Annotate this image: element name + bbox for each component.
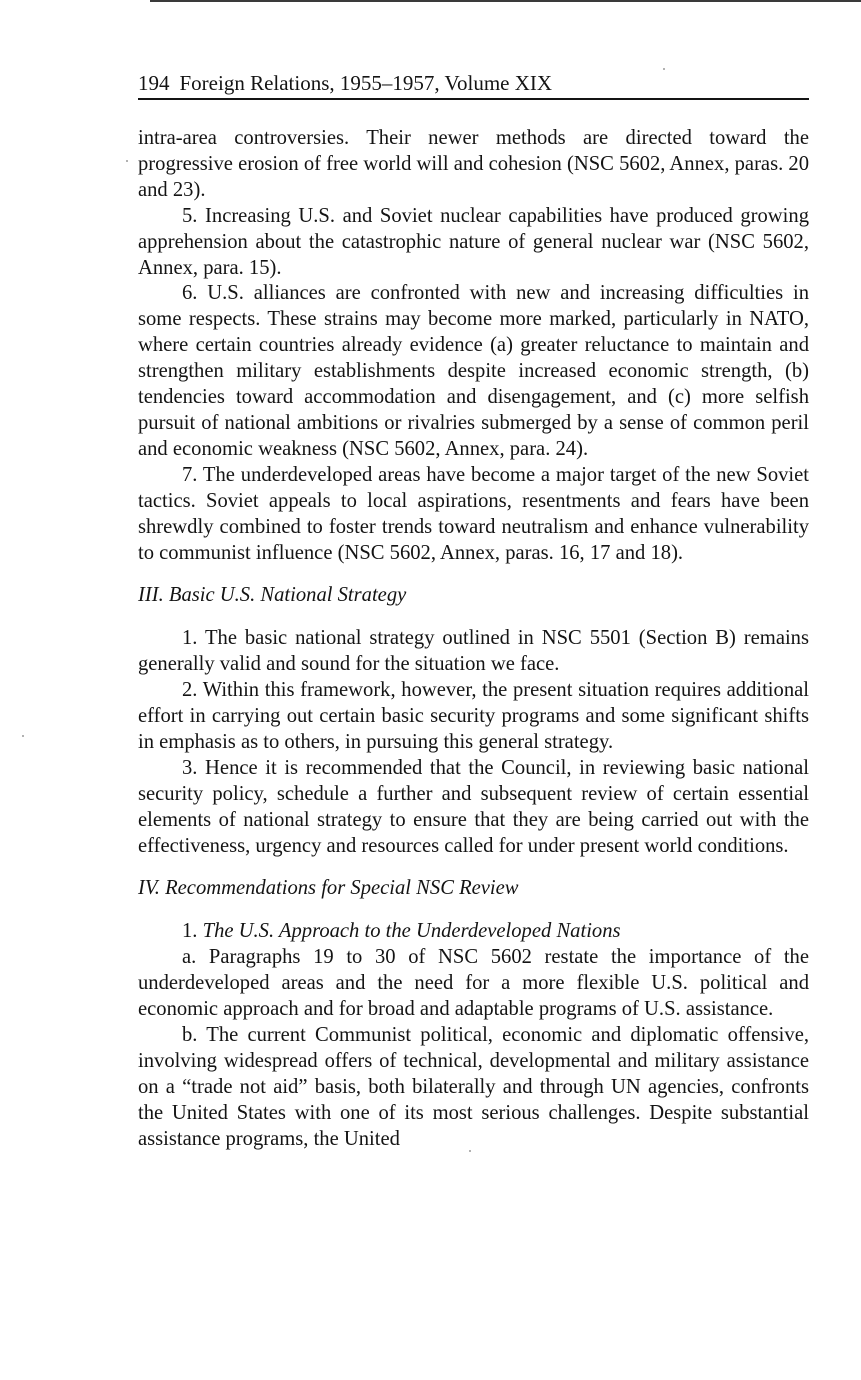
scan-speck bbox=[663, 68, 665, 70]
subsection-title: The U.S. Approach to the Underdeveloped Nations bbox=[202, 920, 621, 943]
body-text bbox=[138, 126, 809, 1153]
paragraph-7: 7. The underdeveloped areas have become a major target of the new Soviet tactics. Soviet appeals to local aspirations, resentments and fears have been shrewdly combined to foster trends toward neutralism and enhance vulnerability to communist influence (NSC 5602, Annex, paras. 16, 17 and 18). bbox=[138, 463, 809, 564]
subsection-heading-1 bbox=[138, 919, 809, 945]
paragraph-5: 5. Increasing U.S. and Soviet nuclear capabilities have produced growing apprehension about the catastrophic nature of general nuclear war (NSC 5602, Annex, para. 15). bbox=[138, 204, 809, 279]
section-iii-paragraph-3: 3. Hence it is recommended that the Council, in reviewing basic national security policy, schedule a further and subsequent review of certain essential elements of national strategy to ensure that they are being carried out with the effectiveness, urgency and resources called for under present world conditions. bbox=[138, 756, 809, 857]
section-iii-paragraph-2: 2. Within this framework, however, the present situation requires additional effort in carrying out certain basic security programs and some significant shifts in emphasis as to others, in pursuing this general strategy. bbox=[138, 679, 809, 753]
running-head bbox=[138, 70, 809, 96]
section-iv-paragraph-a: a. Paragraphs 19 to 30 of NSC 5602 restate the importance of the underdeveloped areas and the need for a more flexible U.S. political and economic approach and for broad and adaptable programs of U.S. assistance. bbox=[138, 946, 809, 1021]
paragraph-6: 6. U.S. alliances are confronted with new and increasing difficulties in some respects. These strains may become more marked, particularly in NATO, where certain countries already evidence (a) greater reluctance to maintain and strengthen military establishments despite increased economic strength, (b) tendencies toward accommodation and disengagement, and (c) more selfish pursuit of national ambitions or rivalries submerged by a sense of common peril and economic weakness (NSC 5602, Annex, para. 24). bbox=[138, 282, 809, 460]
section-heading-iv: IV. Recommendations for Special NSC Review bbox=[138, 877, 519, 900]
running-head-title: Foreign Relations, 1955–1957, Volume XIX bbox=[179, 71, 553, 95]
section-iii-paragraph-1: 1. The basic national strategy outlined in NSC 5501 (Section B) remains generally valid and sound for the situation we face. bbox=[138, 627, 809, 676]
page-top-edge bbox=[150, 0, 861, 2]
scan-speck bbox=[126, 160, 128, 162]
section-iv-paragraph-b: b. The current Communist political, economic and diplomatic offensive, involving widespread offers of technical, developmental and military assistance on a “trade not aid” basis, both bilaterally and through UN agencies, confronts the United States with one of its most serious challenges. Despite substantial assistance programs, the United bbox=[138, 1024, 809, 1150]
paragraph-continuation: intra-area controversies. Their newer methods are directed toward the progressive erosion of free world will and cohesion (NSC 5602, Annex, paras. 20 and 23). bbox=[138, 127, 809, 201]
scan-speck bbox=[22, 735, 24, 737]
scan-speck bbox=[469, 1150, 471, 1152]
subsection-number: 1. bbox=[182, 920, 198, 943]
header-rule bbox=[138, 98, 809, 100]
page-number: 194 bbox=[138, 71, 170, 95]
section-heading-iii: III. Basic U.S. National Strategy bbox=[138, 584, 407, 607]
